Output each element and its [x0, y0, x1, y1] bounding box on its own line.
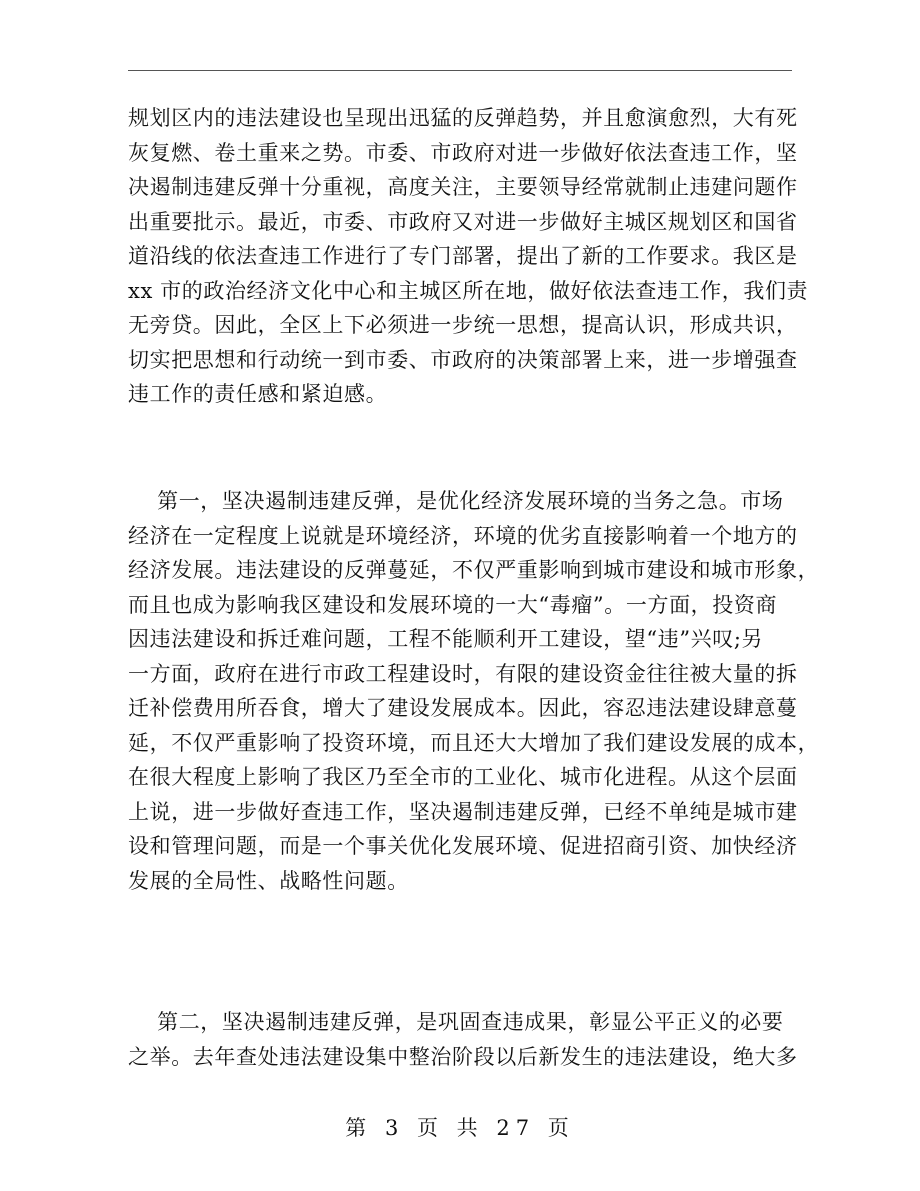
text-line: 上说，进一步做好查违工作，坚决遏制违建反弹，已经不单纯是城市建: [128, 799, 798, 824]
text-line: 设和管理问题，而是一个事关优化发展环境、促进招商引资、加快经济: [128, 834, 798, 858]
paragraph-3: [128, 1005, 798, 1074]
text-line: 第一，坚决遏制违建反弹，是优化经济发展环境的当务之急。市场: [128, 489, 784, 513]
text-line: 经济发展。违法建设的反弹蔓延，不仅严重影响到城市建设和城市形象，: [128, 558, 820, 582]
text-line: 经济在一定程度上说就是环境经济，环境的优劣直接影响着一个地方的: [128, 523, 798, 548]
text-line: 之举。去年查处违法建设集中整治阶段以后新发生的违法建设，绝大多: [128, 1044, 798, 1069]
text-line: 迁补偿费用所吞食，增大了建设发展成本。因此，容忍违法建设肆意蔓: [128, 696, 798, 720]
text-line: 因违法建设和拆迁难问题，工程不能顺利开工建设，望“违”兴叹;另: [128, 627, 764, 651]
text-line: 而且也成为影响我区建设和发展环境的一大“毒瘤”。一方面，投资商: [128, 592, 778, 617]
text-line: 无旁贷。因此，全区上下必须进一步统一思想，提高认识，形成共识，: [128, 313, 798, 337]
paragraph-1: [128, 101, 809, 412]
text-line: 规划区内的违法建设也呈现出迅猛的反弹趋势，并且愈演愈烈，大有死: [128, 106, 798, 130]
text-line: xx 市的政治经济文化中心和主城区所在地，做好依法查违工作，我们责: [128, 278, 809, 303]
text-line: 灰复燃、卷土重来之势。市委、市政府对进一步做好依法查违工作，坚: [128, 140, 798, 165]
text-line: 违工作的责任感和紧迫感。: [128, 382, 388, 406]
page-footer: 第 3 页 共 27 页: [345, 1116, 575, 1140]
header-rule: [128, 70, 792, 71]
text-line: 延，不仅严重影响了投资环境，而且还大大增加了我们建设发展的成本，: [128, 730, 820, 755]
text-line: 出重要批示。最近，市委、市政府又对进一步做好主城区规划区和国省: [128, 209, 798, 234]
text-line: 切实把思想和行动统一到市委、市政府的决策部署上来，进一步增强查: [128, 347, 798, 372]
text-line: 在很大程度上影响了我区乃至全市的工业化、城市化进程。从这个层面: [128, 765, 798, 789]
text-line: 道沿线的依法查违工作进行了专门部署，提出了新的工作要求。我区是: [128, 244, 798, 268]
text-line: 发展的全局性、战略性问题。: [128, 868, 409, 893]
text-line: 一方面，政府在进行市政工程建设时，有限的建设资金往往被大量的拆: [128, 661, 798, 686]
text-line: 决遏制违建反弹十分重视，高度关注，主要领导经常就制止违建问题作: [128, 175, 798, 199]
paragraph-2: [128, 484, 820, 898]
text-line: 第二，坚决遏制违建反弹，是巩固查违成果，彰显公平正义的必要: [128, 1010, 784, 1034]
